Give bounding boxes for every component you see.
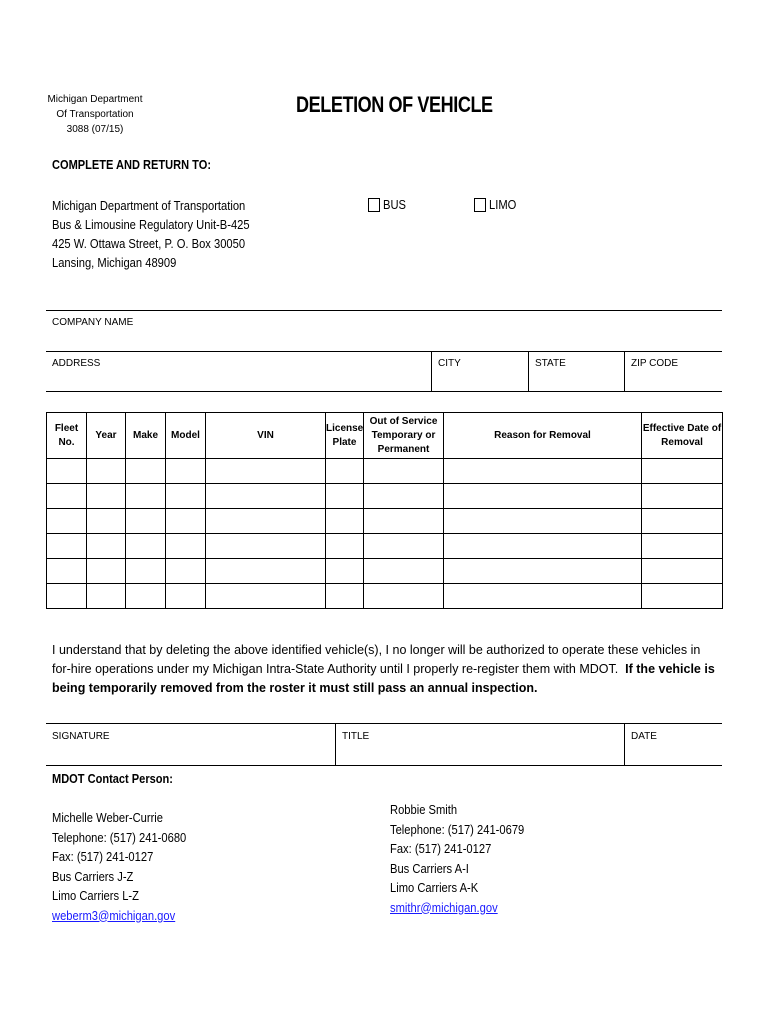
model-header: Model xyxy=(166,413,206,459)
make-cell[interactable] xyxy=(126,459,166,484)
model-cell[interactable] xyxy=(166,534,206,559)
make-cell[interactable] xyxy=(126,559,166,584)
vin-cell[interactable] xyxy=(206,509,326,534)
make-cell[interactable] xyxy=(126,534,166,559)
year-cell[interactable] xyxy=(87,534,126,559)
table-row xyxy=(47,534,723,559)
effective-date-cell[interactable] xyxy=(642,559,723,584)
signature-label: SIGNATURE xyxy=(52,731,110,742)
contact-left xyxy=(52,808,186,925)
contact-email-link[interactable]: weberm3@michigan.gov xyxy=(52,907,176,923)
vin-cell[interactable] xyxy=(206,484,326,509)
model-cell[interactable] xyxy=(166,484,206,509)
state-field[interactable] xyxy=(529,352,624,390)
effective-date-cell[interactable] xyxy=(642,459,723,484)
year-cell[interactable] xyxy=(87,484,126,509)
fleet-no-cell[interactable] xyxy=(47,559,87,584)
license-plate-cell[interactable] xyxy=(326,559,364,584)
date-label: DATE xyxy=(631,731,657,742)
address-line-3: 425 W. Ottawa Street, P. O. Box 30050 xyxy=(52,236,246,251)
out-of-service-cell[interactable] xyxy=(364,484,444,509)
effective-date-cell[interactable] xyxy=(642,584,723,609)
table-row xyxy=(47,484,723,509)
contact-right xyxy=(390,800,524,917)
reason-cell[interactable] xyxy=(444,509,642,534)
year-cell[interactable] xyxy=(87,584,126,609)
limo-option[interactable] xyxy=(474,197,521,212)
agency-block xyxy=(40,92,150,137)
table-row xyxy=(47,459,723,484)
bus-label: BUS xyxy=(383,197,406,212)
contact-phone: Telephone: (517) 241-0679 xyxy=(390,821,525,837)
contact-heading: MDOT Contact Person: xyxy=(52,771,173,786)
bus-option[interactable] xyxy=(368,197,410,212)
reason-cell[interactable] xyxy=(444,484,642,509)
year-cell[interactable] xyxy=(87,559,126,584)
address-line-1: Michigan Department of Transportation xyxy=(52,198,246,213)
year-cell[interactable] xyxy=(87,509,126,534)
address-label: ADDRESS xyxy=(52,358,101,369)
reason-cell[interactable] xyxy=(444,459,642,484)
date-field[interactable] xyxy=(625,724,722,764)
vin-header: VIN xyxy=(206,413,326,459)
divider xyxy=(46,391,722,392)
model-cell[interactable] xyxy=(166,509,206,534)
statement-bold-text: If the vehicle is being temporarily removed from the roster it must still pass an annual inspection. xyxy=(52,662,715,695)
divider xyxy=(46,765,722,766)
contact-limo-carriers: Limo Carriers A-K xyxy=(390,880,479,895)
make-header: Make xyxy=(126,413,166,459)
address-line-4: Lansing, Michigan 48909 xyxy=(52,255,177,270)
agency-name-line1: Michigan Department xyxy=(47,94,143,105)
model-cell[interactable] xyxy=(166,559,206,584)
license-plate-cell[interactable] xyxy=(326,459,364,484)
year-cell[interactable] xyxy=(87,459,126,484)
model-cell[interactable] xyxy=(166,459,206,484)
contact-limo-carriers: Limo Carriers L-Z xyxy=(52,888,139,903)
make-cell[interactable] xyxy=(126,509,166,534)
contact-phone: Telephone: (517) 241-0680 xyxy=(52,829,187,845)
contact-name: Michelle Weber-Currie xyxy=(52,810,164,825)
fleet-no-cell[interactable] xyxy=(47,484,87,509)
contact-fax: Fax: (517) 241-0127 xyxy=(52,849,154,864)
vehicle-table xyxy=(46,412,723,609)
table-row xyxy=(47,559,723,584)
license-plate-cell[interactable] xyxy=(326,584,364,609)
limo-label: LIMO xyxy=(489,197,517,212)
license-plate-cell[interactable] xyxy=(326,509,364,534)
effective-date-cell[interactable] xyxy=(642,509,723,534)
agency-name-line2: Of Transportation xyxy=(56,109,134,120)
reason-cell[interactable] xyxy=(444,584,642,609)
company-name-label: COMPANY NAME xyxy=(52,317,134,328)
effective-date-header: Effective Date of Removal xyxy=(642,413,723,459)
effective-date-cell[interactable] xyxy=(642,534,723,559)
table-header-row xyxy=(47,413,723,459)
contact-fax: Fax: (517) 241-0127 xyxy=(390,841,492,856)
contact-email-link[interactable]: smithr@michigan.gov xyxy=(390,899,498,915)
authorization-statement xyxy=(52,641,722,698)
vin-cell[interactable] xyxy=(206,559,326,584)
out-of-service-cell[interactable] xyxy=(364,559,444,584)
reason-header: Reason for Removal xyxy=(444,413,642,459)
fleet-no-cell[interactable] xyxy=(47,534,87,559)
contact-bus-carriers: Bus Carriers J-Z xyxy=(52,868,134,884)
fleet-no-cell[interactable] xyxy=(47,509,87,534)
vin-cell[interactable] xyxy=(206,584,326,609)
effective-date-cell[interactable] xyxy=(642,484,723,509)
fleet-no-cell[interactable] xyxy=(47,584,87,609)
out-of-service-cell[interactable] xyxy=(364,509,444,534)
city-field[interactable] xyxy=(432,352,528,390)
title-label: TITLE xyxy=(342,731,370,742)
vin-cell[interactable] xyxy=(206,534,326,559)
address-line-2: Bus & Limousine Regulatory Unit-B-425 xyxy=(52,217,250,232)
contact-bus-carriers: Bus Carriers A-I xyxy=(390,860,469,876)
zip-code-field[interactable] xyxy=(625,352,722,390)
form-title: DELETION OF VEHICLE xyxy=(296,92,493,117)
limo-checkbox[interactable] xyxy=(474,198,486,212)
year-header: Year xyxy=(87,413,126,459)
contact-name: Robbie Smith xyxy=(390,802,458,817)
table-row xyxy=(47,584,723,609)
reason-cell[interactable] xyxy=(444,534,642,559)
form-number: 3088 (07/15) xyxy=(66,124,124,135)
license-plate-header: License Plate xyxy=(326,413,364,459)
company-name-field[interactable] xyxy=(46,311,722,351)
address-field[interactable] xyxy=(46,352,431,390)
bus-checkbox[interactable] xyxy=(368,198,380,212)
city-label: CITY xyxy=(438,358,461,369)
license-plate-cell[interactable] xyxy=(326,484,364,509)
table-row xyxy=(47,509,723,534)
statement-text: I understand that by deleting the above identified vehicle(s), I no longer will be authorized to operate these vehicles in for-hire operations under my Michigan Intra-State Authority until I properly re-register them with MDOT. xyxy=(52,643,701,676)
make-cell[interactable] xyxy=(126,584,166,609)
reason-cell[interactable] xyxy=(444,559,642,584)
out-of-service-cell[interactable] xyxy=(364,459,444,484)
return-heading: COMPLETE AND RETURN TO: xyxy=(52,157,212,172)
vin-cell[interactable] xyxy=(206,459,326,484)
out-of-service-cell[interactable] xyxy=(364,584,444,609)
model-cell[interactable] xyxy=(166,584,206,609)
zip-code-label: ZIP CODE xyxy=(631,358,679,369)
fleet-no-header: Fleet No. xyxy=(47,413,87,459)
out-of-service-cell[interactable] xyxy=(364,534,444,559)
signature-field[interactable] xyxy=(46,724,335,764)
fleet-no-cell[interactable] xyxy=(47,459,87,484)
return-address xyxy=(52,196,250,272)
out-of-service-header: Out of Service Temporary or Permanent xyxy=(364,413,444,459)
state-label: STATE xyxy=(535,358,566,369)
make-cell[interactable] xyxy=(126,484,166,509)
license-plate-cell[interactable] xyxy=(326,534,364,559)
title-field[interactable] xyxy=(336,724,624,764)
